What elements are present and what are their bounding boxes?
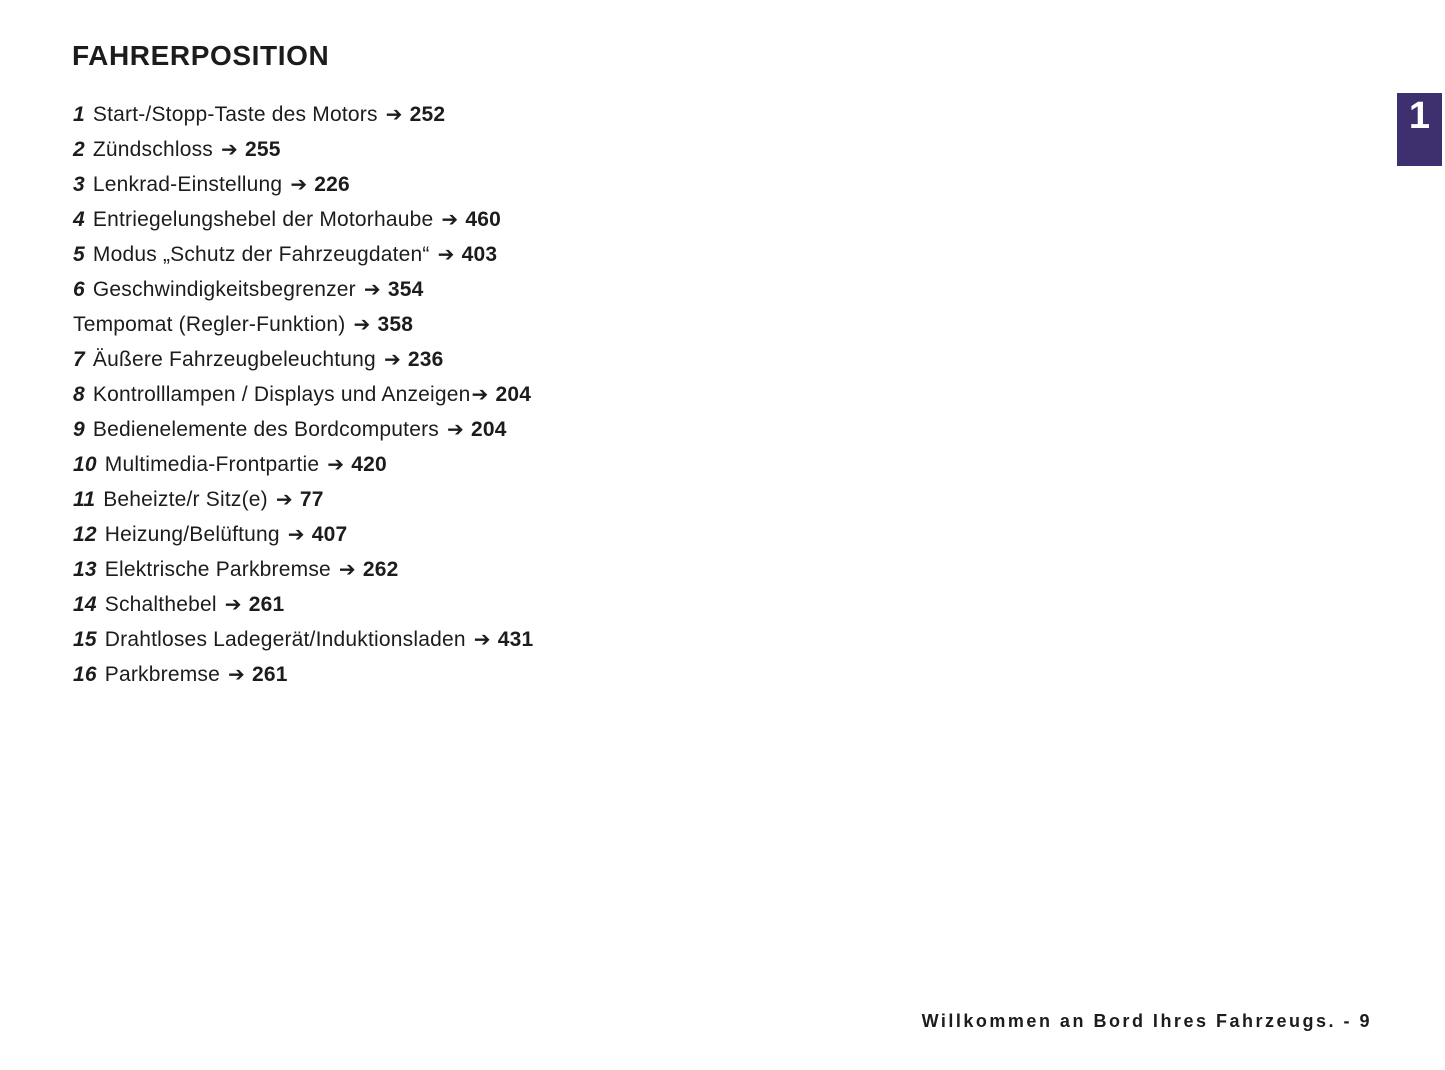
arrow-right-icon: ➔ (227, 662, 245, 686)
page-reference-link[interactable] (327, 453, 387, 476)
arrow-right-icon: ➔ (287, 522, 305, 546)
toc-item (73, 272, 533, 307)
toc-item-label: Beheizte/r Sitz(e) (103, 488, 268, 511)
page-reference-link[interactable] (472, 383, 532, 406)
toc-item-label: Zündschloss (92, 138, 213, 161)
arrow-right-icon: ➔ (290, 172, 308, 196)
arrow-right-icon: ➔ (437, 242, 455, 266)
toc-item-number: 10 (73, 453, 97, 476)
toc-item-label: Multimedia-Frontpartie (104, 453, 320, 476)
toc-item (73, 307, 533, 342)
page-reference-link[interactable] (384, 348, 444, 371)
toc-item (73, 342, 533, 377)
toc-item-page-number: 204 (470, 418, 507, 441)
page-reference-link[interactable] (474, 628, 534, 651)
page-reference-link[interactable] (228, 663, 288, 686)
toc-item (73, 202, 533, 237)
toc-item-page-number: 420 (351, 453, 387, 476)
arrow-right-icon: ➔ (338, 557, 356, 581)
toc-item (73, 167, 533, 202)
page-reference-link[interactable] (276, 488, 324, 511)
toc-item-number: 9 (73, 418, 85, 441)
toc-item-label: Kontrolllampen / Displays und Anzeigen (92, 383, 471, 406)
arrow-right-icon: ➔ (385, 102, 403, 126)
toc-item-label: Äußere Fahrzeugbeleuchtung (92, 348, 376, 371)
toc-item-label: Tempomat (Regler-Funktion) (73, 313, 346, 336)
toc-item (73, 622, 533, 657)
page-reference-link[interactable] (386, 103, 446, 126)
toc-item (73, 587, 533, 622)
chapter-tab (1397, 93, 1442, 166)
toc-item-number: 11 (73, 488, 96, 511)
toc-item-number: 6 (73, 278, 85, 301)
toc-item-label: Heizung/Belüftung (104, 523, 280, 546)
page-reference-link[interactable] (339, 558, 399, 581)
toc-item-number: 16 (73, 663, 97, 686)
toc-item-page-number: 407 (311, 523, 348, 546)
toc-item-label: Drahtloses Ladegerät/Induktionsladen (104, 628, 466, 651)
arrow-right-icon: ➔ (275, 487, 293, 511)
toc-item (73, 552, 533, 587)
arrow-right-icon: ➔ (327, 452, 345, 476)
toc-item-label: Bedienelemente des Bordcomputers (92, 418, 439, 441)
page-footer: Willkommen an Bord Ihres Fahrzeugs. - 9 (921, 1011, 1372, 1031)
toc-item-number: 4 (73, 208, 85, 231)
toc-item-page-number: 204 (495, 383, 532, 406)
toc-item-page-number: 252 (409, 103, 446, 126)
arrow-right-icon: ➔ (353, 312, 371, 336)
arrow-right-icon: ➔ (220, 137, 238, 161)
toc-item-page-number: 358 (377, 313, 414, 336)
toc-item-page-number: 226 (314, 173, 350, 196)
toc-item-page-number: 255 (244, 138, 281, 161)
toc-item-number: 1 (73, 103, 85, 126)
page-reference-link[interactable] (225, 593, 285, 616)
toc-item-page-number: 431 (497, 628, 534, 651)
arrow-right-icon: ➔ (471, 382, 489, 406)
toc-item-number: 7 (73, 348, 85, 371)
toc-item-label: Lenkrad-Einstellung (92, 173, 283, 196)
arrow-right-icon: ➔ (473, 627, 491, 651)
arrow-right-icon: ➔ (441, 207, 459, 231)
toc-item-number: 5 (73, 243, 85, 266)
toc-item-number: 14 (73, 593, 97, 616)
toc-item-label: Start-/Stopp-Taste des Motors (92, 103, 378, 126)
toc-item-page-number: 261 (251, 663, 288, 686)
page-reference-link[interactable] (441, 208, 501, 231)
page-reference-link[interactable] (290, 173, 350, 196)
toc-item (73, 412, 533, 447)
page-title: FAHRERPOSITION (72, 40, 330, 71)
toc-item (73, 517, 533, 552)
toc-item-label: Schalthebel (104, 593, 217, 616)
toc-item-number: 3 (73, 173, 85, 196)
page-reference-link[interactable] (438, 243, 498, 266)
toc-item (73, 657, 533, 692)
toc-item (73, 377, 533, 412)
toc-item-number: 2 (73, 138, 85, 161)
page-reference-link[interactable] (221, 138, 281, 161)
toc-item (73, 482, 533, 517)
toc-item-label: Geschwindigkeitsbegrenzer (92, 278, 356, 301)
toc-item-page-number: 262 (362, 558, 399, 581)
page-reference-link[interactable] (447, 418, 507, 441)
toc-item-number: 15 (73, 628, 97, 651)
toc-item-label: Parkbremse (104, 663, 220, 686)
page-reference-link[interactable] (364, 278, 424, 301)
toc-item-page-number: 354 (387, 278, 424, 301)
toc-item-page-number: 460 (465, 208, 501, 231)
page-reference-link[interactable] (288, 523, 348, 546)
toc-item (73, 132, 533, 167)
page-reference-link[interactable] (353, 313, 413, 336)
arrow-right-icon: ➔ (447, 417, 464, 441)
toc-item-number: 8 (73, 383, 85, 406)
toc-item-label: Elektrische Parkbremse (104, 558, 331, 581)
toc-list (73, 97, 533, 692)
toc-item-page-number: 77 (299, 488, 324, 511)
toc-item (73, 237, 533, 272)
chapter-tab-number: 1 (1408, 95, 1431, 137)
arrow-right-icon: ➔ (383, 347, 401, 371)
arrow-right-icon: ➔ (363, 277, 381, 301)
toc-item-page-number: 403 (461, 243, 498, 266)
toc-item-page-number: 261 (248, 593, 285, 616)
toc-item (73, 447, 533, 482)
toc-item-number: 12 (73, 523, 97, 546)
toc-item (73, 97, 533, 132)
arrow-right-icon: ➔ (224, 592, 242, 616)
toc-item-label: Entriegelungshebel der Motorhaube (92, 208, 434, 231)
toc-item-page-number: 236 (407, 348, 444, 371)
toc-item-number: 13 (73, 558, 97, 581)
toc-item-label: Modus „Schutz der Fahrzeugdaten“ (92, 243, 430, 266)
